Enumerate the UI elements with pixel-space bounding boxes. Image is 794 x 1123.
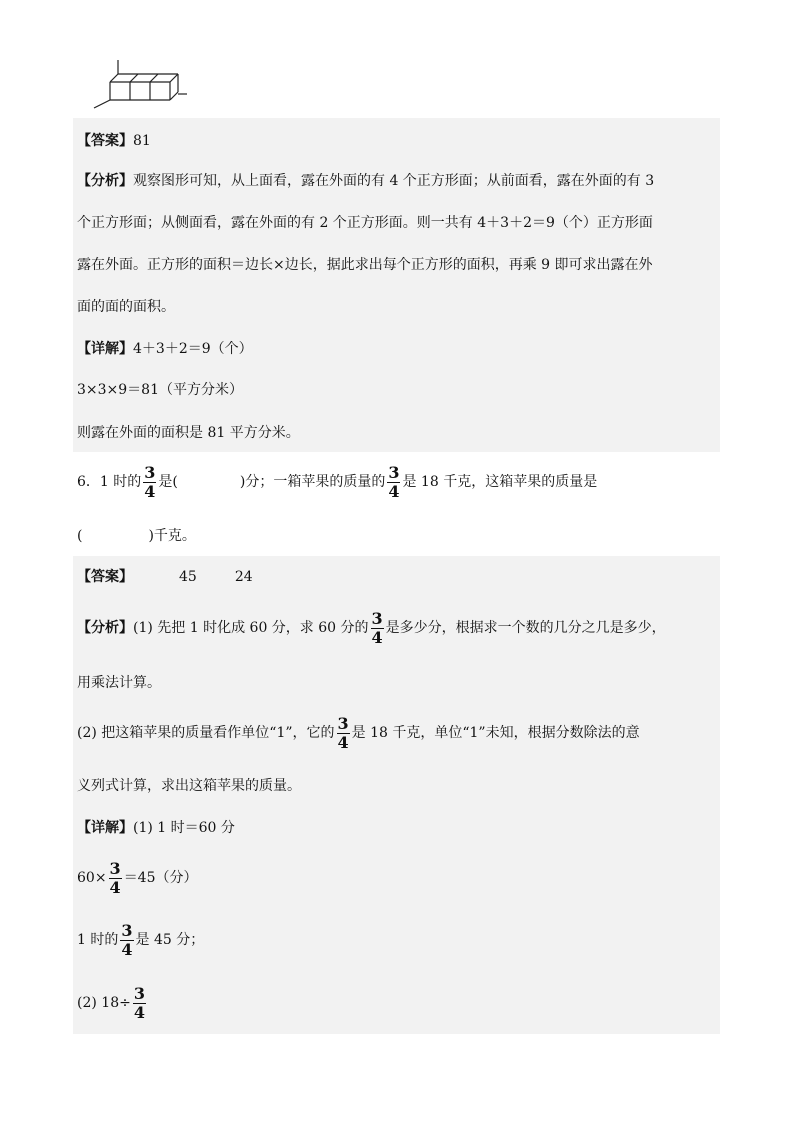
- q6-part3: 是 18 千克，这箱苹果的质量是: [402, 474, 598, 490]
- analysis-text: 是 18 千克，单位“1”未知，根据分数除法的意: [351, 725, 640, 741]
- q6-line2-open: (: [77, 528, 83, 544]
- fraction: [133, 983, 146, 1022]
- cubes-figure: [90, 60, 190, 110]
- q6-part2: )分；一箱苹果的质量的: [239, 474, 386, 490]
- q5-analysis-line-4: 面的面的面积。: [77, 299, 175, 315]
- q6-analysis-line-4: 义列式计算，求出这箱苹果的质量。: [77, 778, 301, 794]
- fraction-numerator: 3: [121, 920, 133, 940]
- analysis-label: 【分析】: [77, 620, 133, 636]
- q5-detail-line-1: [77, 339, 253, 359]
- analysis-text: 是多少分，根据求一个数的几分之几是多少，: [385, 620, 666, 636]
- answer-value-2: 24: [234, 569, 253, 585]
- fraction-denominator: 4: [371, 627, 383, 647]
- fraction-denominator: 4: [121, 939, 133, 959]
- fraction-denominator: 4: [337, 732, 349, 752]
- q6-part1: 是(: [158, 474, 178, 490]
- q6-line2-close: )千克。: [148, 528, 196, 544]
- fraction-numerator: 3: [109, 858, 121, 878]
- fraction: [143, 462, 156, 501]
- detail-text: 60×: [77, 870, 107, 886]
- answer-value: 81: [133, 133, 151, 149]
- fraction-numerator: 3: [388, 462, 400, 482]
- q5-detail-line-3: 则露在外面的面积是 81 平方分米。: [77, 425, 300, 441]
- fraction: [371, 608, 384, 647]
- q6-prefix: 6．1 时的: [77, 474, 142, 490]
- q5-analysis-line-1: [77, 171, 654, 191]
- q5-analysis-line-2: 个正方形面；从侧面看，露在外面的有 2 个正方形面。则一共有 4＋3＋2＝9（个）正方形面: [77, 215, 653, 231]
- detail-text: 4＋3＋2＝9（个）: [133, 341, 253, 357]
- fraction: [387, 462, 400, 501]
- fraction: [337, 713, 350, 752]
- analysis-text: (1) 先把 1 时化成 60 分，求 60 分的: [133, 620, 369, 636]
- fraction-denominator: 4: [144, 481, 156, 501]
- q6-question-line-2: [77, 526, 196, 546]
- q6-analysis-line-3: [77, 713, 640, 753]
- detail-text: (2) 18÷: [77, 995, 131, 1011]
- q5-solution-block: [73, 118, 720, 452]
- answer-value-1: 45: [179, 569, 197, 585]
- detail-label: 【详解】: [77, 820, 133, 836]
- detail-text: 是 45 分；: [135, 932, 205, 948]
- fraction-denominator: 4: [133, 1002, 145, 1022]
- q5-answer: [77, 131, 151, 151]
- answer-label: 【答案】: [77, 133, 133, 149]
- q6-detail-line-4: [77, 983, 148, 1023]
- q6-answer: [77, 567, 253, 587]
- q6-question-line-1: [77, 462, 597, 502]
- fraction-numerator: 3: [144, 462, 156, 482]
- q5-analysis-line-3: 露在外面。正方形的面积＝边长×边长，据此求出每个正方形的面积，再乘 9 即可求出露在外: [77, 257, 653, 273]
- detail-text: (1) 1 时＝60 分: [133, 820, 235, 836]
- fraction: [109, 858, 122, 897]
- q5-detail-line-2: 3×3×9＝81（平方分米）: [77, 382, 243, 398]
- detail-text: ＝45（分）: [123, 870, 198, 886]
- q6-analysis-line-1: [77, 608, 666, 648]
- analysis-text: 观察图形可知，从上面看，露在外面的有 4 个正方形面；从前面看，露在外面的有 3: [133, 173, 655, 189]
- analysis-text: (2) 把这箱苹果的质量看作单位“1”，它的: [77, 725, 335, 741]
- q6-detail-line-1: [77, 818, 235, 838]
- detail-text: 1 时的: [77, 932, 119, 948]
- fraction-numerator: 3: [371, 608, 383, 628]
- analysis-label: 【分析】: [77, 173, 133, 189]
- fraction: [120, 920, 133, 959]
- detail-label: 【详解】: [77, 341, 133, 357]
- fraction-numerator: 3: [133, 983, 145, 1003]
- fraction-denominator: 4: [388, 481, 400, 501]
- answer-label: 【答案】: [77, 569, 133, 585]
- q6-analysis-line-2: 用乘法计算。: [77, 675, 161, 691]
- q6-detail-line-2: [77, 858, 198, 898]
- fraction-denominator: 4: [109, 877, 121, 897]
- fraction-numerator: 3: [337, 713, 349, 733]
- q6-detail-line-3: [77, 920, 204, 960]
